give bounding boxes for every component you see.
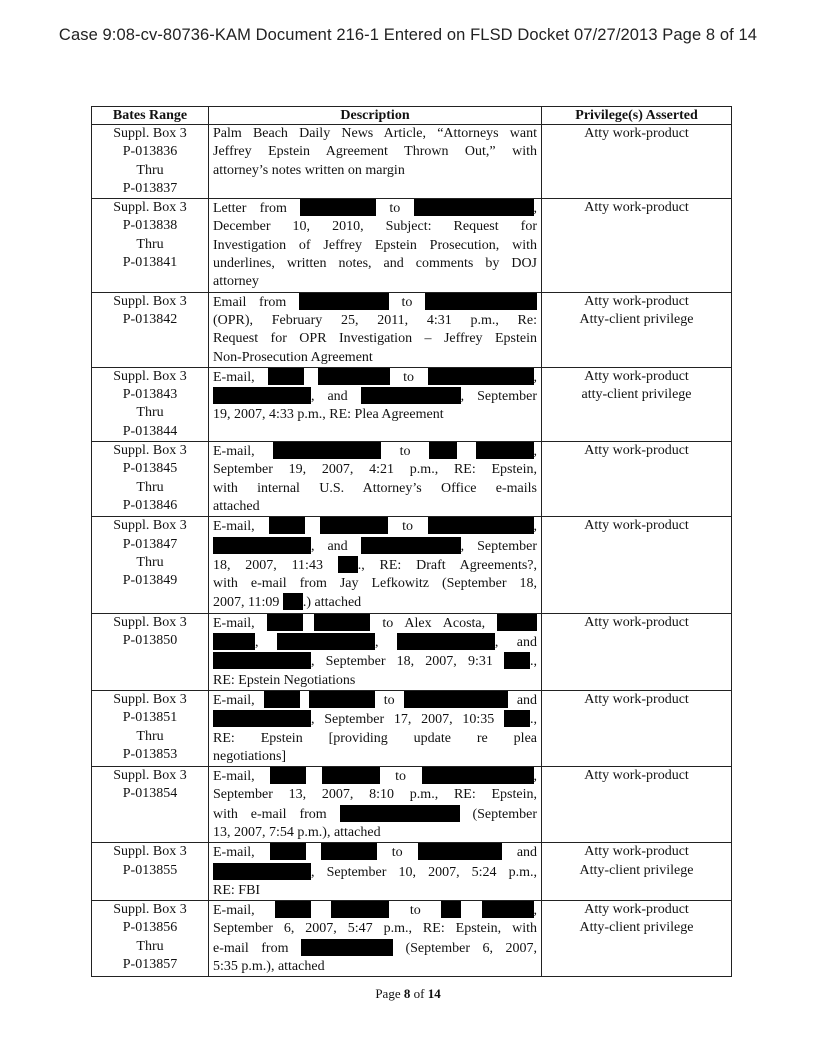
bates-line: Suppl. Box 3 bbox=[113, 691, 187, 707]
redaction-bar bbox=[428, 368, 534, 385]
text-fragment: ., bbox=[530, 712, 537, 728]
bates-line: P-013844 bbox=[122, 423, 178, 439]
privilege-line: Atty work-product bbox=[584, 614, 689, 630]
text-fragment: to bbox=[389, 201, 401, 217]
column-header-description: Description bbox=[209, 107, 542, 125]
bates-line: P-013837 bbox=[122, 180, 178, 196]
text-fragment: , and bbox=[311, 538, 348, 554]
privilege-cell bbox=[542, 843, 732, 901]
text-fragment: E-mail, bbox=[213, 692, 255, 708]
bates-range-cell bbox=[92, 690, 209, 766]
bates-line: P-013855 bbox=[122, 862, 178, 878]
bates-range-cell bbox=[92, 367, 209, 441]
redaction-bar bbox=[268, 368, 304, 385]
bates-line: P-013857 bbox=[122, 957, 178, 973]
description-cell bbox=[209, 125, 542, 199]
text-fragment: , bbox=[374, 635, 379, 651]
redaction-bar bbox=[322, 767, 380, 784]
description-cell bbox=[209, 292, 542, 367]
privilege-cell bbox=[542, 292, 732, 367]
privilege-cell bbox=[542, 442, 732, 517]
bates-line: P-013849 bbox=[122, 573, 178, 589]
text-fragment: Letter from bbox=[213, 201, 287, 217]
redaction-bar bbox=[414, 199, 534, 216]
bates-line: Thru bbox=[136, 479, 164, 495]
privilege-cell bbox=[542, 367, 732, 441]
description-cell bbox=[209, 517, 542, 613]
redaction-bar bbox=[504, 710, 530, 727]
privilege-cell bbox=[542, 517, 732, 613]
description-cell bbox=[209, 767, 542, 843]
description-line bbox=[213, 901, 537, 920]
table-header-row bbox=[92, 107, 732, 125]
redaction-bar bbox=[264, 691, 300, 708]
text-fragment: 18, 2007, 11:43 bbox=[213, 557, 323, 573]
text-fragment: to bbox=[403, 369, 414, 385]
table-row bbox=[92, 767, 732, 843]
description-line bbox=[213, 556, 537, 575]
description-line: attorney’s notes written on margin bbox=[213, 162, 405, 178]
redaction-bar bbox=[320, 517, 388, 534]
privilege-line: Atty-client privilege bbox=[579, 862, 694, 878]
redaction-bar bbox=[418, 843, 502, 860]
text-fragment: (September 6, 2007, bbox=[405, 940, 538, 956]
description-line: 19, 2007, 4:33 p.m., RE: Plea Agreement bbox=[213, 407, 444, 423]
description-line: with e-mail from Jay Lefkowitz (September 18, bbox=[213, 576, 537, 592]
description-line: underlines, written notes, and comments by DOJ bbox=[213, 256, 537, 272]
redaction-bar bbox=[213, 652, 311, 669]
bates-line: P-013856 bbox=[122, 920, 178, 936]
bates-line: P-013836 bbox=[122, 144, 178, 160]
table-row bbox=[92, 613, 732, 690]
bates-line: Suppl. Box 3 bbox=[113, 126, 187, 141]
text-fragment: E-mail, bbox=[213, 615, 255, 631]
description-line bbox=[213, 863, 537, 882]
privilege-line: Atty work-product bbox=[584, 443, 689, 459]
description-line: Jeffrey Epstein Agreement Thrown Out,” with bbox=[213, 144, 537, 160]
redaction-bar bbox=[275, 901, 311, 918]
bates-line: Thru bbox=[136, 554, 164, 570]
privilege-line: Atty-client privilege bbox=[579, 311, 694, 327]
bates-line: Thru bbox=[136, 938, 164, 954]
text-fragment: to Alex Acosta, bbox=[382, 615, 486, 631]
description-line bbox=[213, 199, 537, 218]
redaction-bar bbox=[213, 863, 311, 880]
redaction-bar bbox=[277, 633, 375, 650]
description-line bbox=[213, 593, 537, 612]
description-line: RE: Epstein [providing update re plea bbox=[213, 730, 537, 746]
description-line: attorney bbox=[213, 274, 259, 290]
text-fragment: , bbox=[533, 519, 537, 535]
description-cell bbox=[209, 367, 542, 441]
description-line bbox=[213, 767, 537, 786]
text-fragment: E-mail, bbox=[213, 444, 255, 460]
redaction-bar bbox=[301, 939, 393, 956]
redaction-bar bbox=[338, 556, 358, 573]
description-line bbox=[213, 652, 537, 671]
description-line bbox=[213, 368, 537, 387]
redaction-bar bbox=[361, 387, 461, 404]
table-row bbox=[92, 690, 732, 766]
text-fragment: (September bbox=[472, 806, 538, 822]
table-row bbox=[92, 901, 732, 977]
privilege-line: atty-client privilege bbox=[581, 387, 692, 403]
text-fragment: E-mail, bbox=[213, 519, 255, 535]
description-line bbox=[213, 691, 537, 710]
text-fragment: E-mail, bbox=[213, 769, 255, 785]
bates-line: P-013841 bbox=[122, 255, 178, 271]
bates-line: Suppl. Box 3 bbox=[113, 768, 187, 784]
privilege-line: Atty work-product bbox=[584, 368, 689, 384]
bates-line: Thru bbox=[136, 162, 164, 178]
redaction-bar bbox=[273, 442, 381, 459]
privilege-line: Atty work-product bbox=[584, 902, 689, 918]
bates-line: P-013843 bbox=[122, 387, 178, 403]
text-fragment: 2007, 11:09 bbox=[213, 595, 280, 611]
description-line bbox=[213, 537, 537, 556]
redaction-bar bbox=[422, 767, 534, 784]
description-line: December 10, 2010, Subject: Request for bbox=[213, 219, 537, 235]
bates-range-cell bbox=[92, 442, 209, 517]
privilege-cell bbox=[542, 613, 732, 690]
bates-line: P-013842 bbox=[122, 311, 178, 327]
bates-range-cell bbox=[92, 767, 209, 843]
text-fragment: to bbox=[409, 903, 421, 919]
description-line: attached bbox=[213, 498, 260, 514]
table-row bbox=[92, 125, 732, 199]
bates-line: Thru bbox=[136, 405, 164, 421]
bates-line: P-013853 bbox=[122, 746, 178, 762]
redaction-bar bbox=[213, 633, 255, 650]
bates-line: P-013850 bbox=[122, 633, 178, 649]
redaction-bar bbox=[318, 368, 390, 385]
bates-line: Suppl. Box 3 bbox=[113, 844, 187, 860]
bates-line: Thru bbox=[136, 728, 164, 744]
description-line: September 6, 2007, 5:47 p.m., RE: Epstein, with bbox=[213, 921, 537, 937]
table-row bbox=[92, 367, 732, 441]
bates-line: P-013845 bbox=[122, 461, 178, 477]
text-fragment: to bbox=[401, 294, 413, 310]
text-fragment: , bbox=[533, 444, 537, 460]
description-line bbox=[213, 843, 537, 862]
redaction-bar bbox=[283, 593, 303, 610]
redaction-bar bbox=[482, 901, 534, 918]
text-fragment: , bbox=[533, 769, 537, 785]
privilege-log-table bbox=[91, 106, 732, 977]
description-line bbox=[213, 710, 537, 729]
bates-line: Suppl. Box 3 bbox=[113, 902, 187, 918]
text-fragment: to bbox=[383, 692, 395, 708]
text-fragment: , and bbox=[494, 635, 538, 651]
description-cell bbox=[209, 199, 542, 292]
text-fragment: and bbox=[516, 692, 538, 708]
bates-line: Thru bbox=[136, 236, 164, 252]
description-line bbox=[213, 517, 537, 536]
description-line bbox=[213, 614, 537, 633]
footer-page-number: 8 bbox=[403, 986, 411, 1001]
description-line: Request for OPR Investigation – Jeffrey Epstein bbox=[213, 331, 537, 347]
redaction-bar bbox=[340, 805, 460, 822]
redaction-bar bbox=[213, 710, 311, 727]
description-line: 5:35 p.m.), attached bbox=[213, 959, 325, 975]
text-fragment: , September 18, 2007, 9:31 bbox=[311, 654, 493, 670]
bates-line: P-013838 bbox=[122, 218, 178, 234]
redaction-bar bbox=[504, 652, 530, 669]
description-cell bbox=[209, 442, 542, 517]
redaction-bar bbox=[497, 614, 537, 631]
description-line: Investigation of Jeffrey Epstein Prosecution, with bbox=[213, 237, 537, 253]
text-fragment: Email from bbox=[213, 294, 287, 310]
text-fragment: E-mail, bbox=[213, 845, 255, 861]
privilege-line: Atty work-product bbox=[584, 200, 689, 216]
bates-range-cell bbox=[92, 199, 209, 292]
text-fragment: e-mail from bbox=[213, 940, 289, 956]
description-line bbox=[213, 939, 537, 958]
text-fragment: , bbox=[255, 635, 259, 651]
text-fragment: , bbox=[533, 201, 538, 217]
bates-line: Suppl. Box 3 bbox=[113, 518, 187, 534]
text-fragment: , bbox=[533, 369, 537, 385]
privilege-cell bbox=[542, 767, 732, 843]
description-line: 13, 2007, 7:54 p.m.), attached bbox=[213, 824, 381, 840]
privilege-line: Atty work-product bbox=[584, 844, 689, 860]
text-fragment: to bbox=[399, 444, 411, 460]
page-footer bbox=[0, 986, 816, 1002]
privilege-line: Atty-client privilege bbox=[579, 920, 694, 936]
description-line: (OPR), February 25, 2011, 4:31 p.m., Re: bbox=[213, 312, 537, 328]
description-line: RE: Epstein Negotiations bbox=[213, 672, 356, 688]
redaction-bar bbox=[331, 901, 389, 918]
description-cell bbox=[209, 690, 542, 766]
description-line bbox=[213, 442, 537, 461]
bates-line: P-013854 bbox=[122, 786, 178, 802]
redaction-bar bbox=[476, 442, 534, 459]
bates-range-cell bbox=[92, 292, 209, 367]
redaction-bar bbox=[299, 293, 389, 310]
privilege-line: Atty work-product bbox=[584, 293, 689, 309]
text-fragment: ., RE: Draft Agreements?, bbox=[357, 557, 538, 573]
description-line bbox=[213, 387, 537, 406]
bates-range-cell bbox=[92, 517, 209, 613]
text-fragment: to bbox=[391, 845, 403, 861]
description-cell bbox=[209, 843, 542, 901]
table-row bbox=[92, 199, 732, 292]
bates-range-cell bbox=[92, 843, 209, 901]
redaction-bar bbox=[270, 843, 306, 860]
text-fragment: , September bbox=[460, 389, 537, 405]
redaction-bar bbox=[314, 614, 370, 631]
privilege-line: Atty work-product bbox=[584, 691, 689, 707]
text-fragment: .) attached bbox=[302, 595, 362, 611]
redaction-bar bbox=[397, 633, 495, 650]
description-line: negotiations] bbox=[213, 748, 287, 764]
privilege-cell bbox=[542, 690, 732, 766]
redaction-bar bbox=[441, 901, 461, 918]
table-row bbox=[92, 517, 732, 613]
privilege-line: Atty work-product bbox=[584, 518, 689, 534]
text-fragment: with e-mail from bbox=[213, 806, 327, 822]
description-line bbox=[213, 805, 537, 824]
footer-of: of bbox=[410, 986, 428, 1001]
redaction-bar bbox=[300, 199, 376, 216]
privilege-line: Atty work-product bbox=[584, 768, 689, 784]
text-fragment: , September 10, 2007, 5:24 p.m., bbox=[311, 864, 537, 880]
table-row bbox=[92, 843, 732, 901]
table-row bbox=[92, 442, 732, 517]
privilege-cell bbox=[542, 199, 732, 292]
privilege-line: Atty work-product bbox=[584, 126, 689, 141]
text-fragment: to bbox=[395, 769, 406, 785]
text-fragment: , bbox=[533, 903, 538, 919]
text-fragment: to bbox=[402, 519, 413, 535]
privilege-cell bbox=[542, 125, 732, 199]
description-line: Palm Beach Daily News Article, “Attorneys want bbox=[213, 126, 537, 141]
text-fragment: E-mail, bbox=[213, 369, 255, 385]
bates-range-cell bbox=[92, 613, 209, 690]
redaction-bar bbox=[269, 517, 305, 534]
description-line: Non-Prosecution Agreement bbox=[213, 349, 373, 365]
bates-range-cell bbox=[92, 901, 209, 977]
redaction-bar bbox=[267, 614, 303, 631]
redaction-bar bbox=[270, 767, 306, 784]
bates-line: Suppl. Box 3 bbox=[113, 200, 187, 216]
redaction-bar bbox=[429, 442, 457, 459]
footer-page-total: 14 bbox=[427, 986, 441, 1001]
bates-line: P-013851 bbox=[122, 710, 178, 726]
privilege-cell bbox=[542, 901, 732, 977]
footer-prefix: Page bbox=[375, 986, 404, 1001]
description-line: RE: FBI bbox=[213, 882, 261, 898]
redaction-bar bbox=[425, 293, 537, 310]
bates-line: Suppl. Box 3 bbox=[113, 368, 187, 384]
bates-line: P-013846 bbox=[122, 497, 178, 513]
text-fragment: ., bbox=[530, 654, 538, 670]
column-header-bates-range: Bates Range bbox=[92, 107, 209, 125]
redaction-bar bbox=[428, 517, 534, 534]
description-line bbox=[213, 633, 537, 652]
table-row bbox=[92, 292, 732, 367]
text-fragment: and bbox=[516, 845, 538, 861]
description-line: with internal U.S. Attorney’s Office e-mails bbox=[213, 480, 537, 496]
description-line bbox=[213, 293, 537, 312]
docket-header: Case 9:08-cv-80736-KAM Document 216-1 Entered on FLSD Docket 07/27/2013 Page 8 of 14 bbox=[58, 26, 758, 44]
bates-line: Suppl. Box 3 bbox=[113, 443, 187, 459]
description-line: September 13, 2007, 8:10 p.m., RE: Epstein, bbox=[213, 787, 537, 803]
description-cell bbox=[209, 613, 542, 690]
text-fragment: , September bbox=[460, 538, 537, 554]
text-fragment: , and bbox=[311, 389, 348, 405]
redaction-bar bbox=[213, 537, 311, 554]
redaction-bar bbox=[309, 691, 375, 708]
column-header-privileges: Privilege(s) Asserted bbox=[542, 107, 732, 125]
redaction-bar bbox=[321, 843, 377, 860]
description-line: September 19, 2007, 4:21 p.m., RE: Epstein, bbox=[213, 462, 537, 478]
bates-line: P-013847 bbox=[122, 536, 178, 552]
bates-range-cell bbox=[92, 125, 209, 199]
bates-line: Suppl. Box 3 bbox=[113, 614, 187, 630]
redaction-bar bbox=[404, 691, 508, 708]
description-cell bbox=[209, 901, 542, 977]
text-fragment: E-mail, bbox=[213, 903, 255, 919]
text-fragment: , September 17, 2007, 10:35 bbox=[311, 712, 495, 728]
redaction-bar bbox=[213, 387, 311, 404]
bates-line: Suppl. Box 3 bbox=[113, 293, 187, 309]
redaction-bar bbox=[361, 537, 461, 554]
